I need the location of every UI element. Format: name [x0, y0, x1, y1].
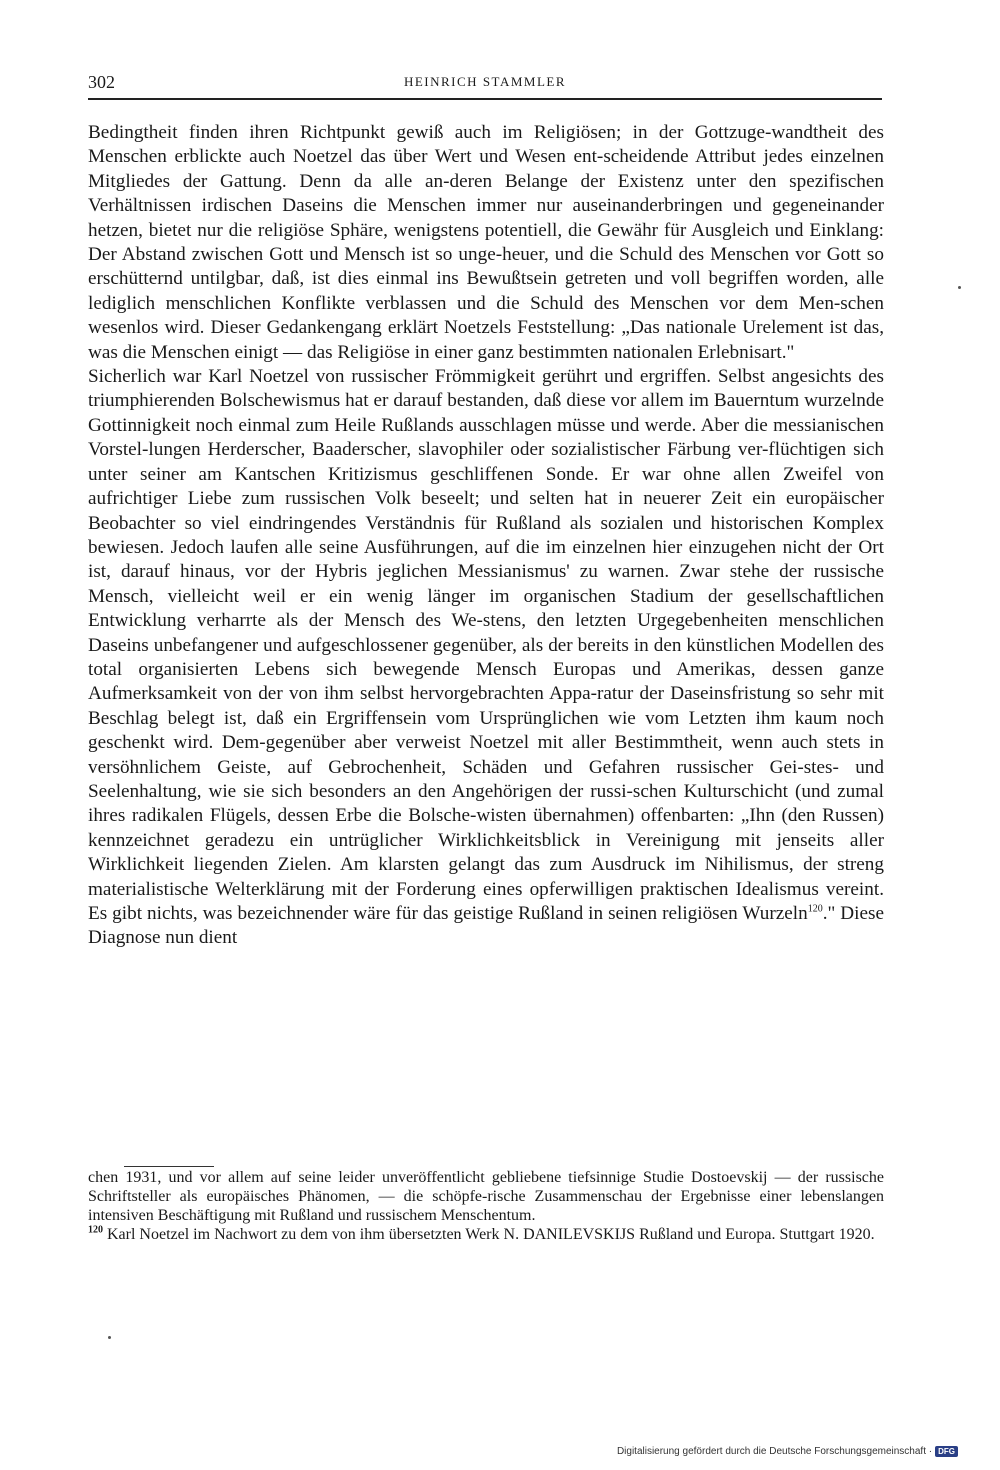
scan-speck	[958, 286, 961, 289]
digitization-footer	[617, 1446, 958, 1457]
footnote-120-text: Karl Noetzel im Nachwort zu dem von ihm übersetzten Werk N. DANILEVSKIJS Rußland und Europa. Stuttgart 1920.	[107, 1226, 875, 1243]
page-number: 302	[88, 72, 115, 92]
footnote-ref-120[interactable]: 120	[807, 903, 823, 915]
scan-speck	[108, 1336, 111, 1339]
paragraph-2	[88, 365, 884, 951]
dfg-logo-icon: DFG	[935, 1446, 958, 1457]
running-head: HEINRICH STAMMLER	[403, 74, 567, 89]
paragraph-2-tail: ." Diese Diagnose nun dient	[88, 903, 884, 949]
footnotes	[88, 1168, 884, 1244]
footnote-120	[88, 1225, 884, 1244]
main-text	[88, 121, 884, 951]
paragraph-1: Bedingtheit finden ihren Richtpunkt gewiß auch im Religiösen; in der Gottzuge-wandtheit des Menschen erblickte auch Noetzel das über Wert und Wesen ent-scheidende Attribut jedes einzelnen Mitgliedes der Gattung. Denn da alle an-deren Belange der Existenz unter den spezifischen Verhältnissen irdischen Daseins die Menschen immer nur auseinanderbringen und gegeneinander hetzen, bietet nur die religiöse Sphäre, wenigstens potentiell, die Gewähr für Ausgleich und Einklang: Der Abstand zwischen Gott und Mensch ist so unge-heuer, und die Schuld des Menschen vor Gott so erschütternd untilgbar, daß, ist dies einmal ins Bewußtsein getreten und voll begriffen worden, alle lediglich menschlichen Konflikte verblassen und die Schuld des Menschen vor dem Men-schen wesenlos wird. Dieser Gedankengang erklärt Noetzels Feststellung: „Das nationale Urelement ist das, was die Menschen einigt — das Religiöse in einer ganz bestimmten nationalen Erlebnisart."	[88, 122, 884, 363]
footnote-120-marker: 120	[88, 1224, 103, 1236]
footnote-continued: chen 1931, und vor allem auf seine leider unveröffentlicht gebliebene tiefsinnige Studie Dostoevskij — der russische Schriftsteller als europäisches Phänomen, — die schöpfe-rische Zusammenschau der Ergebnisse einer lebenslangen intensiven Beschäftigung mit Rußland und russischem Menschentum.	[88, 1169, 884, 1224]
digitization-note: Digitalisierung gefördert durch die Deutsche Forschungsgemeinschaft ·	[616, 1446, 933, 1457]
page-header	[88, 72, 882, 100]
paragraph-2-text: Sicherlich war Karl Noetzel von russischer Frömmigkeit gerührt und ergriffen. Selbst angesichts des triumphierenden Bolschewismus hat er darauf bestanden, daß diese vor allem im Bauerntum wurzelnde Gottinnigkeit noch einmal zum Heile Rußlands ausschlagen müsse und werde. Aber die messianischen Vorstel-lungen Herderscher, Baaderscher, slavophiler oder sozialistischer Färbung ver-flüchtigen sich unter seiner am Kantschen Kritizismus geschliffenen Sonde. Er war ohne allen Zweifel von aufrichtiger Liebe zum russischen Volk beseelt; und selten hat in neuerer Zeit ein europäischer Beobachter so viel eindringendes Verständnis für Rußland als sozialen und historischen Komplex bewiesen. Jedoch laufen alle seine Ausführungen, auf die im einzelnen hier einzugehen nicht der Ort ist, darauf hinaus, vor der Hybris jeglichen Messianismus' zu warnen. Zwar stehe der russische Mensch, vielleicht weil er ein wenig länger im organischen Stadium der gesellschaftlichen Entwicklung verharrte als der Mensch des We-stens, den letzten Urgegebenheiten menschlichen Daseins unbefangener und aufgeschlossener gegenüber, als der bereits in den künstlichen Modellen des total organisierten Lebens sich bewegende Mensch Europas und Amerikas, dessen ganze Aufmerksamkeit von der von ihm selbst hervorgebrachten Appa-ratur der Daseinsfristung so sehr mit Beschlag belegt ist, daß ein Ergriffensein vom Ursprünglichen wie vom Letzten ihm kaum noch geschenkt wird. Dem-gegenüber aber verweist Noetzel mit aller Bestimmtheit, wenn auch stets in versöhnlichem Geiste, auf Gebrochenheit, Schäden und Gefahren russischer Gei-stes- und Seelenhaltung, wie sie sich besonders an den Angehörigen der russi-schen Kulturschicht (und zumal ihres radikalen Flügels, dessen Erbe die Bolsche-wisten übernahmen) offenbarten: „Ihn (den Russen) kennzeichnet geradezu ein untrüglicher Wirklichkeitsblick in Vereinigung mit jenseits aller Wirklichkeit liegenden Zielen. Am klarsten gelangt das zum Ausdruck im Nihilismus, der streng materialistische Welterklärung mit der Forderung eines opferwilligen praktischen Idealismus vereint. Es gibt nichts, was bezeichnender wäre für das geistige Rußland in seinen religiösen Wurzeln	[88, 366, 884, 924]
footnote-separator	[124, 1166, 214, 1167]
